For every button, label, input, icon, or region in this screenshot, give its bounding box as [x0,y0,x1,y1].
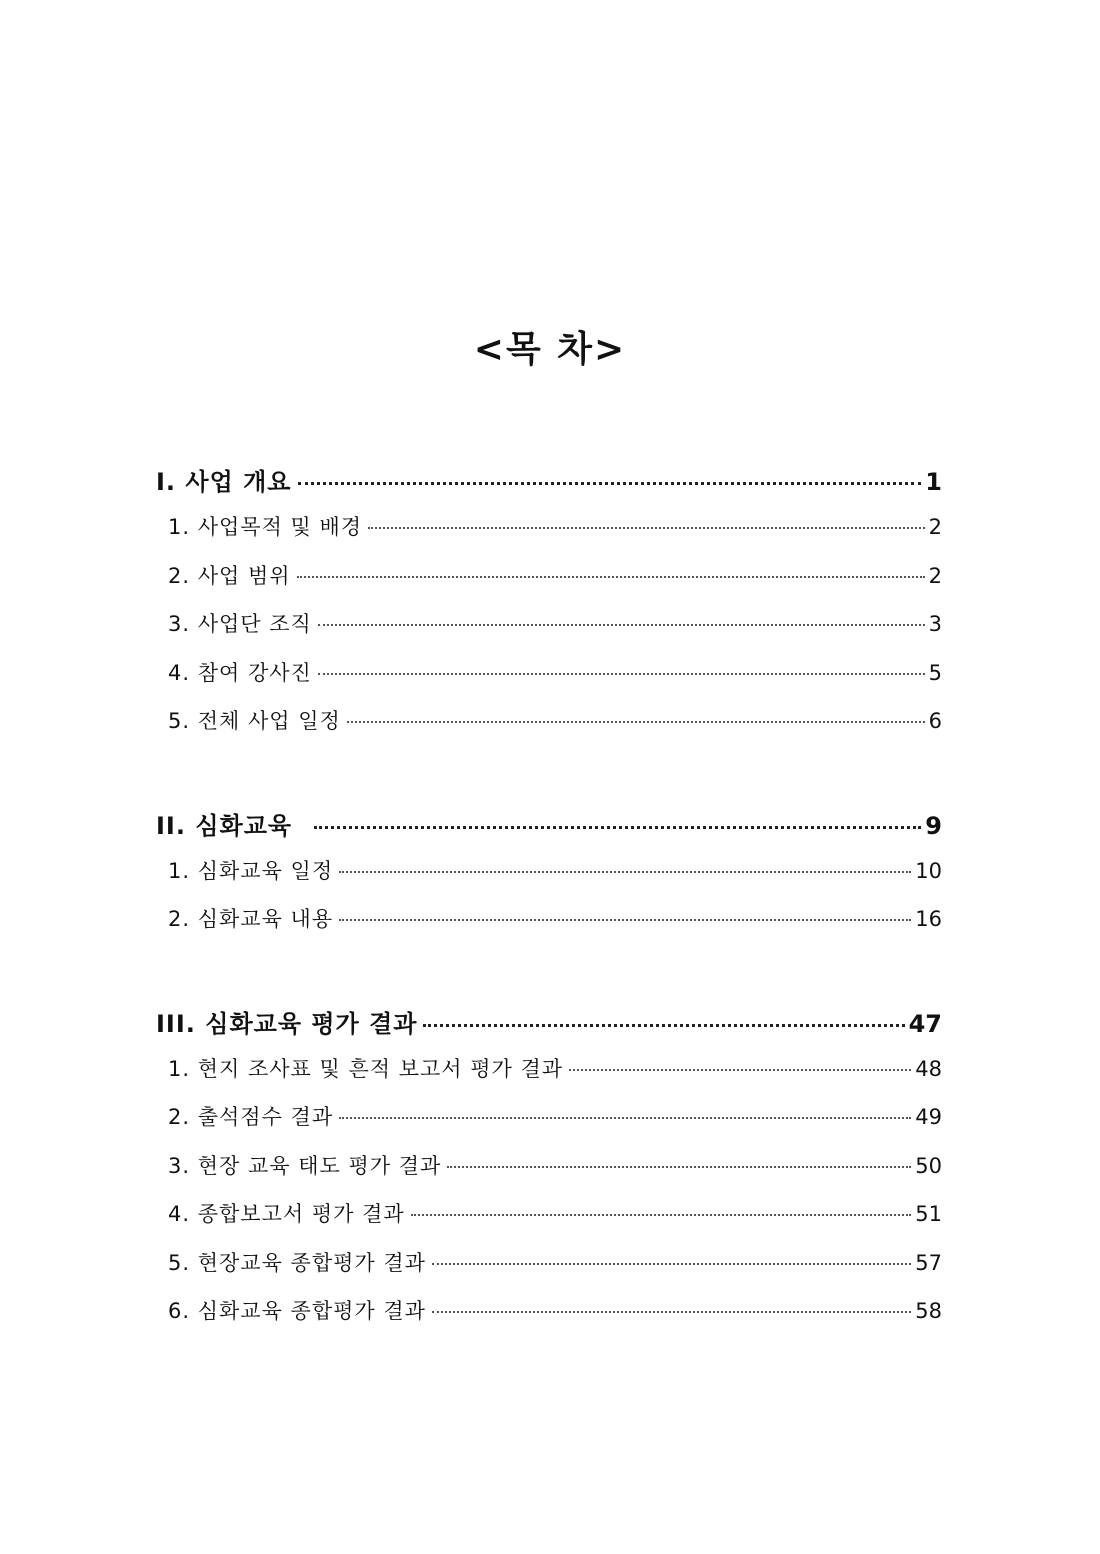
toc-section-label: II. 심화교육 [156,811,293,840]
toc-item[interactable] [156,705,942,754]
toc-item[interactable] [156,1247,942,1296]
dotted-leader [339,919,911,921]
toc-item[interactable] [156,1295,942,1344]
toc-page-number: 47 [908,1009,942,1038]
toc-item-label: 5. 전체 사업 일정 [168,709,341,733]
dotted-leader [318,624,925,626]
dotted-leader [447,1166,911,1168]
toc-page-number: 57 [915,1250,942,1275]
toc-item-label: 3. 현장 교육 태도 평가 결과 [168,1153,442,1178]
dotted-leader [339,1117,911,1119]
toc-item[interactable] [156,511,942,560]
toc-item[interactable] [156,560,942,609]
toc-item-label: 1. 심화교육 일정 [168,858,334,883]
toc-item-label: 6. 심화교육 종합평가 결과 [168,1299,426,1323]
toc-section-heading[interactable] [156,806,942,848]
toc-page-number: 50 [915,1153,942,1178]
dotted-leader [297,576,925,578]
dotted-leader [432,1263,911,1265]
toc-item[interactable] [156,1150,942,1199]
toc-item-label: 1. 현지 조사표 및 흔적 보고서 평가 결과 [168,1056,564,1081]
toc-page-number: 9 [925,811,942,840]
toc-item[interactable] [156,903,942,952]
toc-item-label: 2. 사업 범위 [168,563,291,588]
dotted-leader [411,1214,912,1216]
dotted-leader [314,826,921,829]
toc-item-label: 5. 현장교육 종합평가 결과 [168,1250,426,1275]
toc-section-1 [156,462,942,754]
dotted-leader [368,527,925,529]
page-title: <목 차> [473,329,627,370]
toc-item-label: 2. 출석점수 결과 [168,1105,334,1129]
dotted-leader [339,871,911,873]
toc-item[interactable] [156,657,942,706]
toc-page-number: 58 [915,1299,942,1323]
toc-section-heading[interactable] [156,1004,942,1046]
toc-item-label: 3. 사업단 조직 [168,612,312,636]
toc-section-label: III. 심화교육 평가 결과 [156,1009,418,1038]
toc-item[interactable] [156,1198,942,1247]
dotted-leader [432,1311,911,1313]
dotted-leader [569,1069,911,1071]
toc-page-number: 6 [928,709,942,733]
dotted-leader [318,673,925,675]
toc-section-label: I. 사업 개요 [156,468,292,496]
toc-page-number: 48 [915,1056,942,1081]
toc-item[interactable] [156,1053,942,1102]
toc-page-number: 10 [915,858,942,883]
toc-item[interactable] [156,1101,942,1150]
toc-item-label: 4. 종합보고서 평가 결과 [168,1202,405,1226]
toc-page-number: 2 [928,563,942,588]
toc-page-number: 49 [915,1105,942,1129]
toc-section-heading[interactable] [156,462,942,504]
toc-section-3 [156,1004,942,1344]
toc-item-label: 1. 사업목적 및 배경 [168,515,363,539]
toc-page-number: 1 [925,468,942,496]
toc-item-label: 4. 참여 강사진 [168,660,312,685]
toc-page-number: 5 [928,660,942,685]
toc-page-number: 3 [928,612,942,636]
toc-item-label: 2. 심화교육 내용 [168,907,334,931]
dotted-leader [298,482,922,485]
toc-item[interactable] [156,855,942,904]
toc-item[interactable] [156,608,942,657]
dotted-leader [423,1024,904,1027]
dotted-leader [347,721,925,723]
toc-page-number: 16 [915,907,942,931]
table-of-contents [156,462,942,1344]
toc-page-number: 51 [915,1202,942,1226]
toc-page-number: 2 [928,515,942,539]
toc-section-2 [156,806,942,952]
